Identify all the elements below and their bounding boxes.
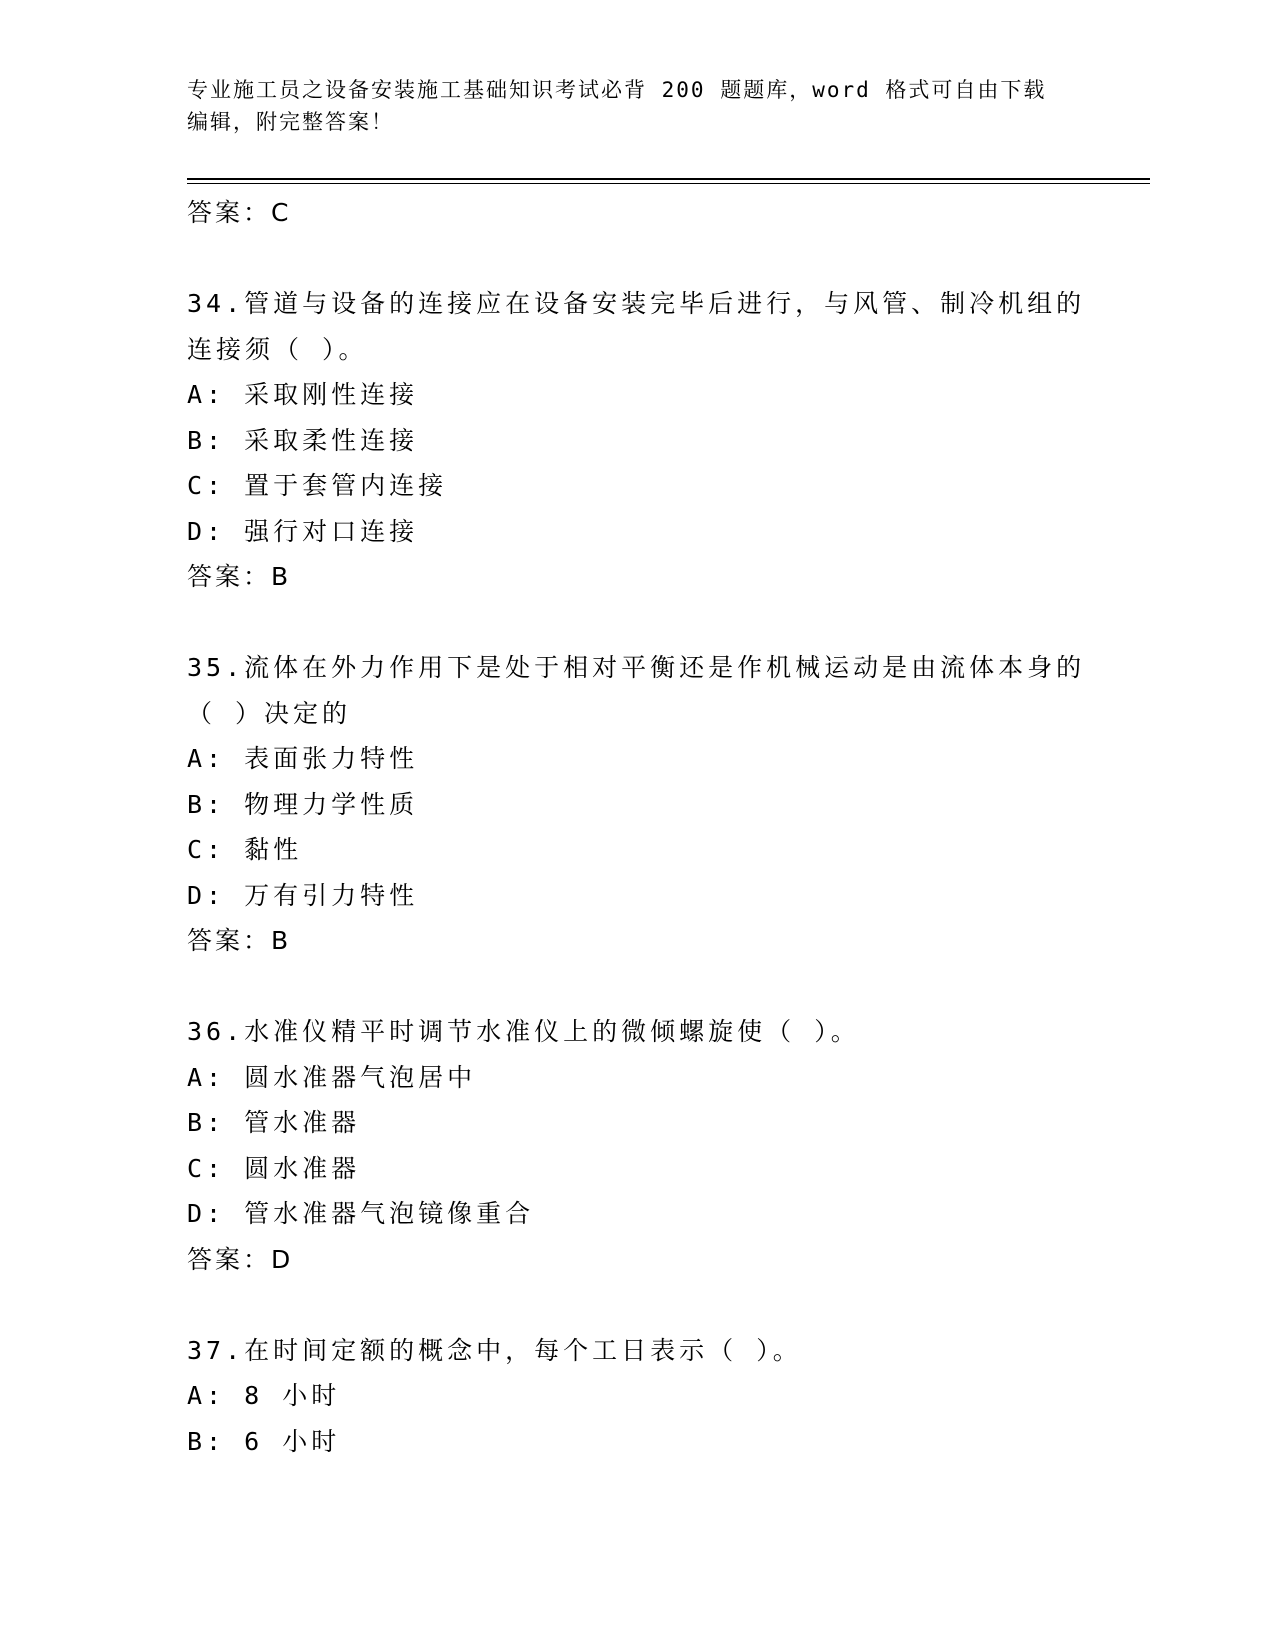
question-36 (187, 1009, 1097, 1282)
header-rule-thick (187, 178, 1150, 180)
option-b: B: 物理力学性质 (187, 789, 419, 819)
question-stem: 连接须（ ）。 (187, 334, 368, 364)
spacer (187, 600, 1097, 646)
answer-line: 答案：D (187, 1244, 294, 1274)
option-a: A: 表面张力特性 (187, 744, 419, 773)
question-37 (187, 1328, 1097, 1465)
option-a: A: 8 小时 (187, 1381, 341, 1410)
spacer (187, 964, 1097, 1010)
option-b: B: 采取柔性连接 (187, 425, 419, 455)
question-stem: 37.在时间定额的概念中，每个工日表示（ ）。 (187, 1335, 802, 1365)
question-34 (187, 281, 1097, 600)
answer-line: 答案：C (187, 198, 292, 227)
option-b: B: 管水准器 (187, 1108, 361, 1137)
question-stem: 34.管道与设备的连接应在设备安装完毕后进行，与风管、制冷机组的 (187, 289, 1086, 318)
header-rule-thin (187, 183, 1150, 184)
question-stem: 35.流体在外力作用下是处于相对平衡还是作机械运动是由流体本身的 (187, 653, 1086, 682)
option-d: D: 强行对口连接 (187, 516, 419, 546)
question-stem: （ ）决定的 (187, 698, 352, 728)
option-a: A: 采取刚性连接 (187, 380, 419, 409)
option-c: C: 黏性 (187, 835, 303, 864)
option-c: C: 圆水准器 (187, 1153, 361, 1183)
option-d: D: 万有引力特性 (187, 880, 419, 910)
option-b: B: 6 小时 (187, 1426, 341, 1456)
question-35 (187, 645, 1097, 964)
spacer (187, 236, 1097, 282)
option-c: C: 置于套管内连接 (187, 471, 448, 500)
spacer (187, 1282, 1097, 1328)
header-line-2: 编辑，附完整答案！ (187, 110, 394, 134)
option-a: A: 圆水准器气泡居中 (187, 1062, 477, 1092)
answer-line: 答案：B (187, 926, 292, 955)
question-stem: 36.水准仪精平时调节水准仪上的微倾螺旋使（ ）。 (187, 1017, 860, 1046)
document-header (187, 74, 1087, 138)
option-d: D: 管水准器气泡镜像重合 (187, 1199, 535, 1228)
header-line-1: 专业施工员之设备安装施工基础知识考试必背 200 题题库，word 格式可自由下载 (187, 78, 1047, 102)
question-list (187, 190, 1097, 1464)
answer-line: 答案：B (187, 562, 292, 591)
